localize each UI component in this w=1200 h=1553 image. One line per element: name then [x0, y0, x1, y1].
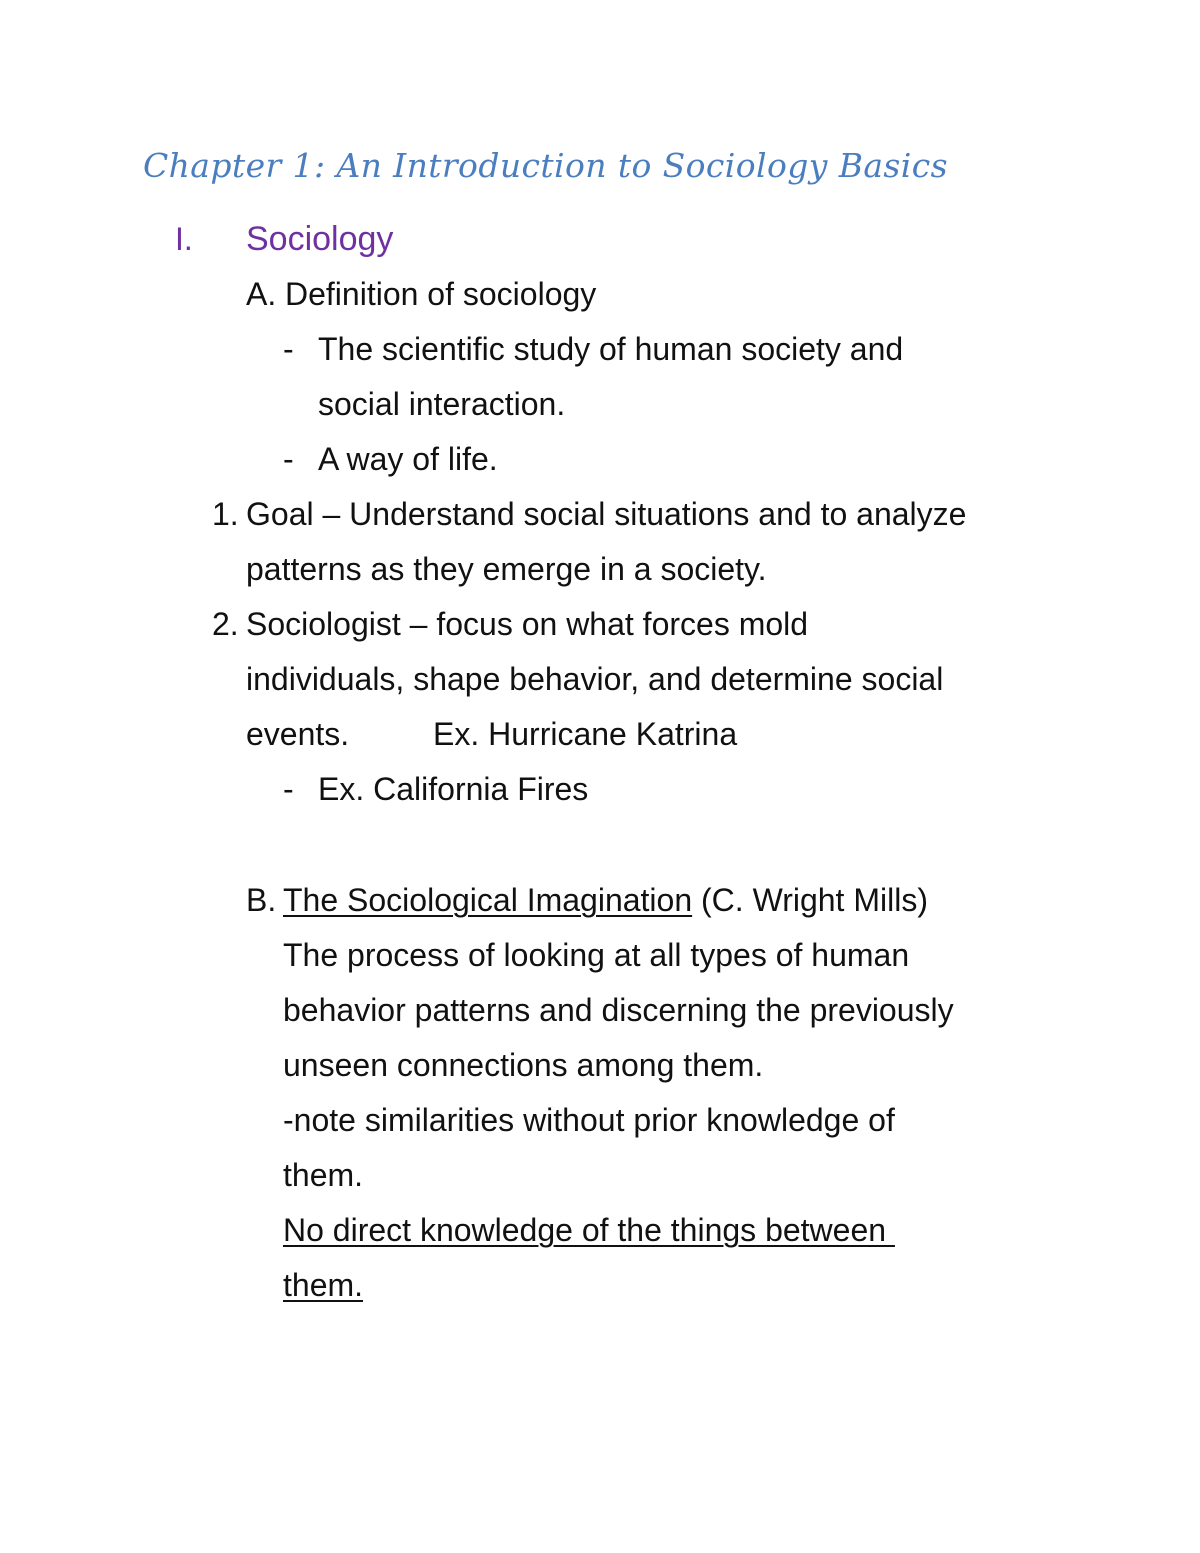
- item-b-heading-underlined: The Sociological Imagination: [283, 882, 693, 918]
- bullet-line: A way of life.: [318, 441, 498, 477]
- bullet-line: social interaction.: [318, 386, 566, 422]
- item-a-text: Definition of sociology: [285, 276, 597, 312]
- bullet-line: Ex. California Fires: [318, 771, 589, 807]
- bullet-marker: -: [283, 771, 294, 807]
- numbered-marker: 2.: [212, 606, 239, 642]
- item-b-heading: [283, 880, 928, 920]
- underlined-line: them.: [283, 1267, 364, 1303]
- description-line: The process of looking at all types of human: [283, 937, 910, 973]
- section-one-heading: Sociology: [246, 220, 394, 258]
- note-line: them.: [283, 1157, 364, 1193]
- underlined-line: No direct knowledge of the things between: [283, 1212, 895, 1248]
- numbered-line: Sociologist – focus on what forces mold: [246, 606, 809, 642]
- bullet-marker: -: [283, 441, 294, 477]
- description-line: unseen connections among them.: [283, 1047, 764, 1083]
- example-text: Ex. Hurricane Katrina: [433, 716, 738, 752]
- section-one-marker: I.: [175, 221, 193, 257]
- numbered-line: individuals, shape behavior, and determine social: [246, 661, 944, 697]
- numbered-marker: 1.: [212, 496, 239, 532]
- item-b-marker: B.: [246, 882, 277, 918]
- bullet-line: The scientific study of human society and: [318, 331, 904, 367]
- chapter-title: Chapter 1: An Introduction to Sociology Basics: [143, 146, 948, 185]
- item-a-marker: A.: [246, 276, 277, 312]
- numbered-line: Goal – Understand social situations and to analyze: [246, 496, 967, 532]
- description-line: behavior patterns and discerning the previously: [283, 992, 954, 1028]
- numbered-line-start: events.: [246, 716, 350, 752]
- item-b-attribution: (C. Wright Mills): [701, 882, 928, 918]
- note-line: -note similarities without prior knowledge of: [283, 1102, 895, 1138]
- bullet-marker: -: [283, 331, 294, 367]
- numbered-line: patterns as they emerge in a society.: [246, 551, 767, 587]
